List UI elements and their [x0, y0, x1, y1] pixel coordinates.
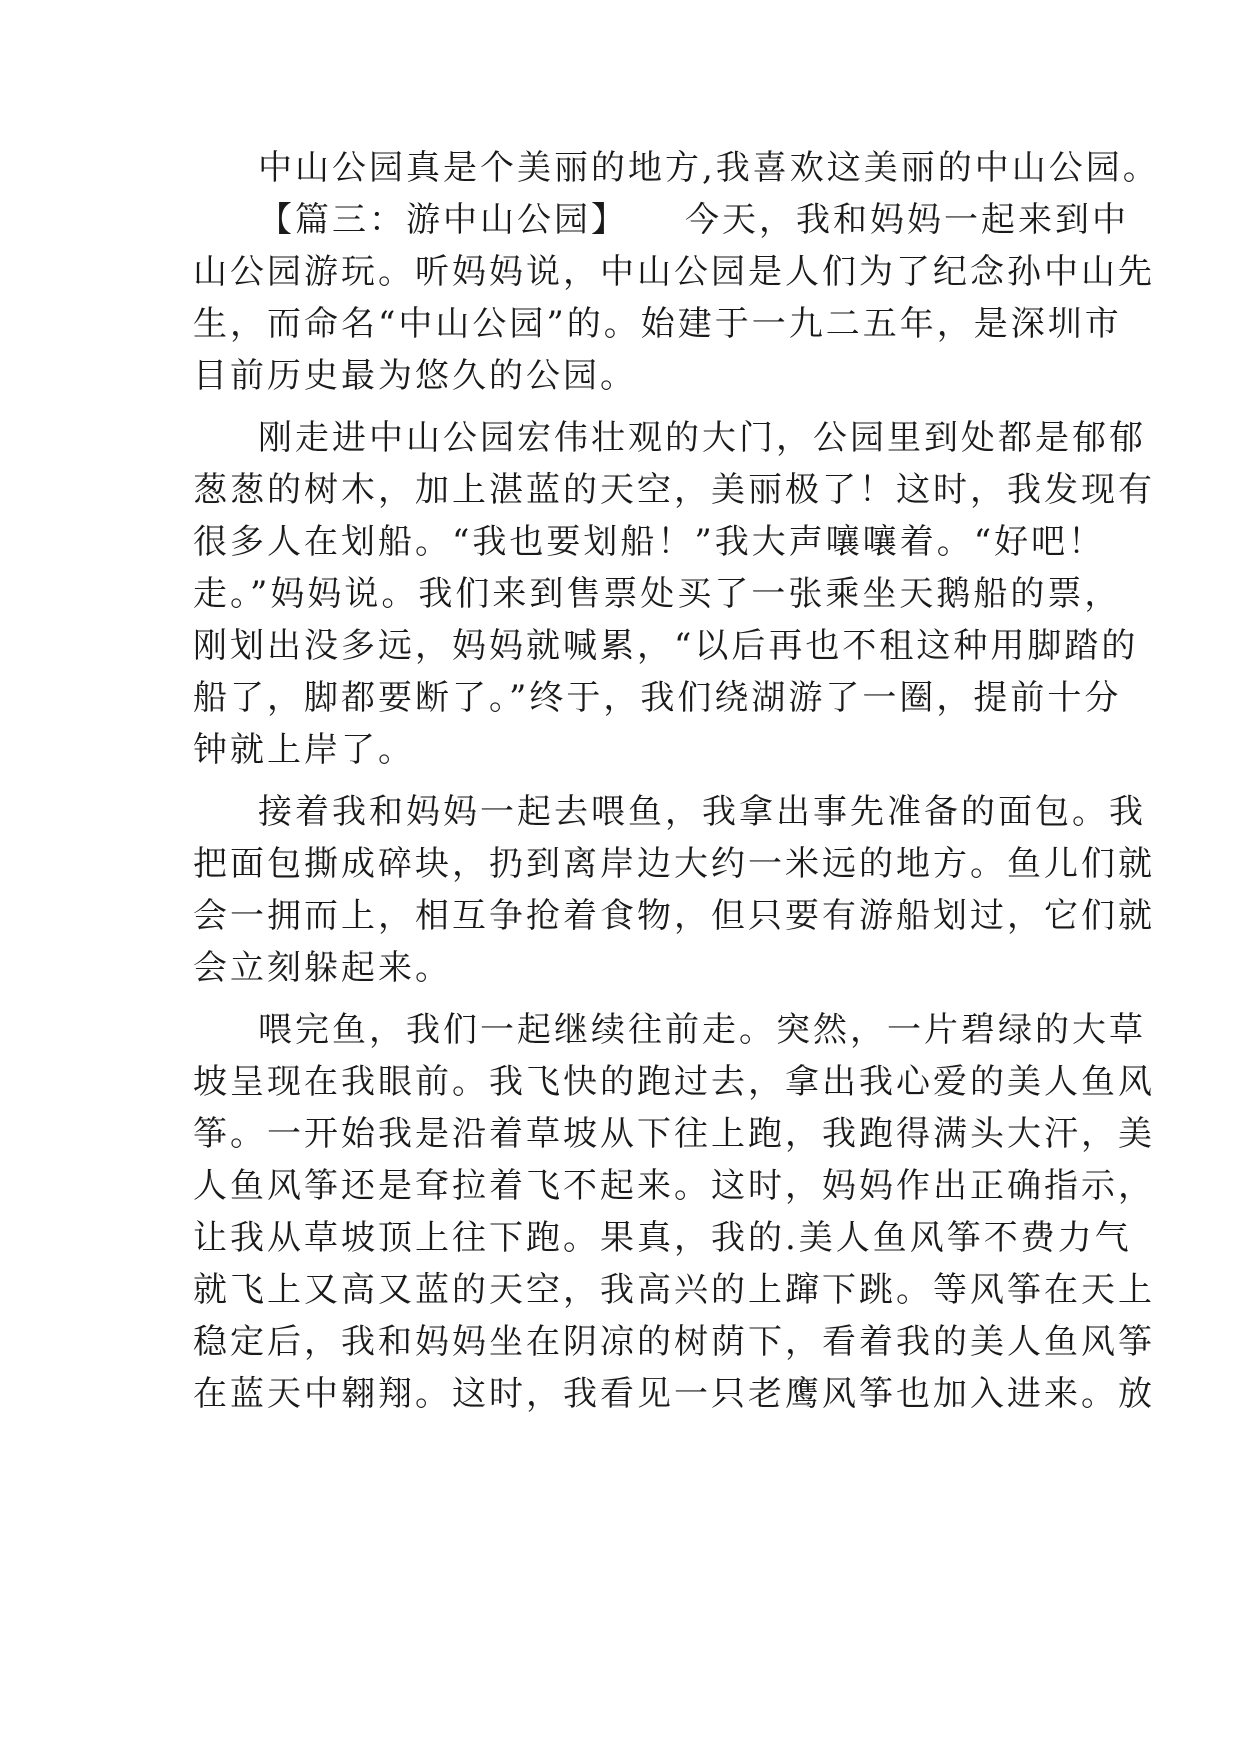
- text-line: 中山公园真是个美丽的地方,我喜欢这美丽的中山公园。: [258, 148, 1160, 188]
- text-line: 就飞上又高又蓝的天空，我高兴的上蹿下跳。等风筝在天上: [193, 1270, 1155, 1310]
- text-line: 目前历史最为悠久的公园。: [193, 356, 637, 396]
- text-line: 人鱼风筝还是耷拉着飞不起来。这时，妈妈作出正确指示，: [193, 1166, 1155, 1206]
- text-line: 让我从草坡顶上往下跑。果真，我的.美人鱼风筝不费力气: [193, 1218, 1132, 1258]
- text-line: 接着我和妈妈一起去喂鱼，我拿出事先准备的面包。我: [258, 792, 1146, 832]
- text-line: 在蓝天中翱翔。这时，我看见一只老鹰风筝也加入进来。放: [193, 1374, 1155, 1414]
- text-line: 喂完鱼，我们一起继续往前走。突然，一片碧绿的大草: [258, 1010, 1146, 1050]
- text-line: 把面包撕成碎块，扔到离岸边大约一米远的地方。鱼儿们就: [193, 844, 1155, 884]
- text-line: 山公园游玩。听妈妈说，中山公园是人们为了纪念孙中山先: [193, 252, 1155, 292]
- text-line: 钟就上岸了。: [193, 730, 415, 770]
- text-line: 走。”妈妈说。我们来到售票处买了一张乘坐天鹅船的票，: [193, 574, 1122, 614]
- text-line: 刚走进中山公园宏伟壮观的大门，公园里到处都是郁郁: [258, 418, 1146, 458]
- text-line: 刚划出没多远，妈妈就喊累，“以后再也不租这种用脚踏的: [193, 626, 1139, 666]
- text-line: 稳定后，我和妈妈坐在阴凉的树荫下，看着我的美人鱼风筝: [193, 1322, 1155, 1362]
- text-line: 葱葱的树木，加上湛蓝的天空，美丽极了！这时，我发现有: [193, 470, 1155, 510]
- text-line: 会立刻躲起来。: [193, 948, 452, 988]
- text-line: 很多人在划船。“我也要划船！”我大声嚷嚷着。“好吧！: [193, 522, 1106, 562]
- text-line: 坡呈现在我眼前。我飞快的跑过去，拿出我心爱的美人鱼风: [193, 1062, 1155, 1102]
- text-line: 筝。一开始我是沿着草坡从下往上跑，我跑得满头大汗，美: [193, 1114, 1155, 1154]
- text-line: 生，而命名“中山公园”的。始建于一九二五年，是深圳市: [193, 304, 1122, 344]
- text-line: 船了，脚都要断了。”终于，我们绕湖游了一圈，提前十分: [193, 678, 1122, 718]
- text-line: 会一拥而上，相互争抢着食物，但只要有游船划过，它们就: [193, 896, 1155, 936]
- text-line: 【篇三：游中山公园】 今天，我和妈妈一起来到中: [258, 200, 1129, 240]
